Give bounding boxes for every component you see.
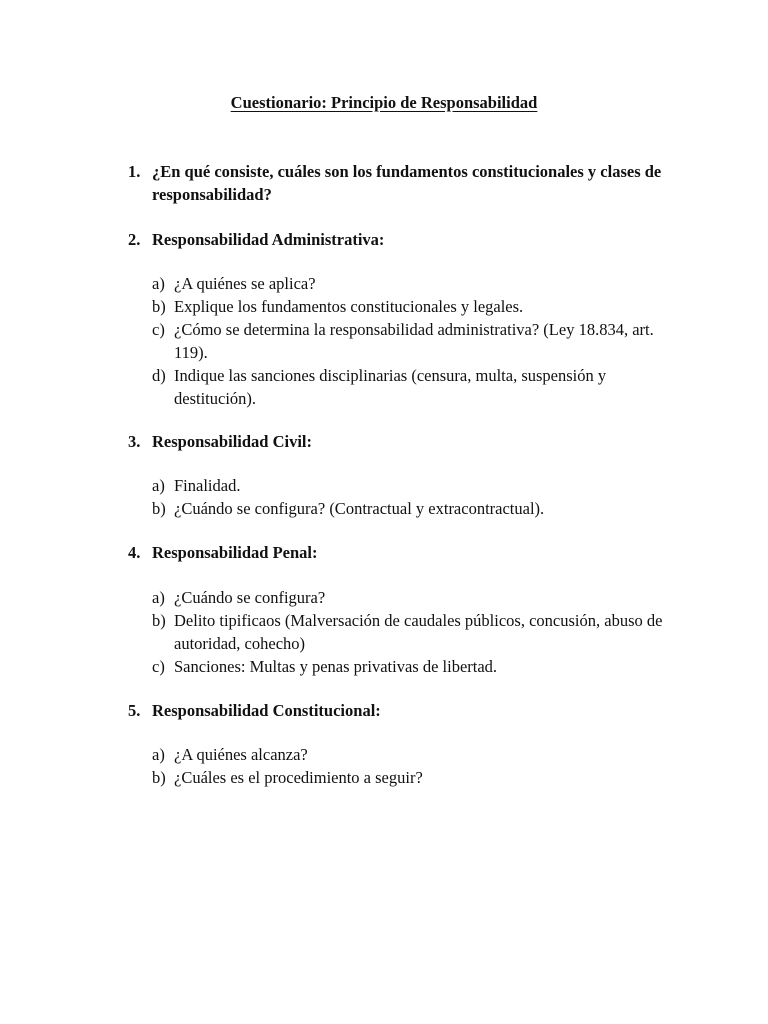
item-letter: b) bbox=[152, 297, 166, 316]
question-2-subitems bbox=[152, 272, 672, 410]
item-text: ¿Cómo se determina la responsabilidad administrativa? (Ley 18.834, art. 119). bbox=[174, 320, 654, 362]
list-item bbox=[152, 655, 672, 678]
question-1 bbox=[128, 160, 668, 206]
question-number: 1. bbox=[128, 162, 141, 181]
item-text: Sanciones: Multas y penas privativas de libertad. bbox=[174, 657, 498, 676]
item-letter: c) bbox=[152, 320, 165, 339]
question-text: Responsabilidad Administrativa: bbox=[152, 230, 385, 249]
item-letter: a) bbox=[152, 745, 165, 764]
item-text: ¿Cuándo se configura? bbox=[174, 588, 326, 607]
item-letter: d) bbox=[152, 366, 166, 385]
item-letter: a) bbox=[152, 476, 165, 495]
item-letter: c) bbox=[152, 657, 165, 676]
question-number: 5. bbox=[128, 701, 141, 720]
item-text: Delito tipificaos (Malversación de caudales públicos, concusión, abuso de autoridad, cohecho) bbox=[174, 611, 663, 653]
item-letter: b) bbox=[152, 768, 166, 787]
question-text: ¿En qué consiste, cuáles son los fundamentos constitucionales y clases de responsabilidad? bbox=[152, 162, 662, 204]
item-text: ¿Cuáles es el procedimiento a seguir? bbox=[174, 768, 423, 787]
item-letter: b) bbox=[152, 611, 166, 630]
question-number: 2. bbox=[128, 230, 141, 249]
question-2 bbox=[128, 228, 668, 251]
document-title: Cuestionario: Principio de Responsabilidad bbox=[230, 93, 538, 112]
list-item bbox=[152, 497, 672, 520]
question-3 bbox=[128, 430, 668, 453]
item-text: Explique los fundamentos constitucionales y legales. bbox=[174, 297, 524, 316]
list-item bbox=[152, 586, 672, 609]
item-letter: b) bbox=[152, 499, 166, 518]
question-text: Responsabilidad Penal: bbox=[152, 543, 318, 562]
item-text: ¿A quiénes se aplica? bbox=[174, 274, 316, 293]
list-item bbox=[152, 609, 672, 655]
question-number: 3. bbox=[128, 432, 141, 451]
list-item bbox=[152, 364, 672, 410]
question-text: Responsabilidad Constitucional: bbox=[152, 701, 381, 720]
question-4 bbox=[128, 541, 668, 564]
item-text: ¿A quiénes alcanza? bbox=[174, 745, 308, 764]
item-text: Indique las sanciones disciplinarias (censura, multa, suspensión y destitución). bbox=[174, 366, 607, 408]
list-item bbox=[152, 272, 672, 295]
list-item bbox=[152, 474, 672, 497]
list-item bbox=[152, 295, 672, 318]
list-item bbox=[152, 743, 672, 766]
item-text: ¿Cuándo se configura? (Contractual y extracontractual). bbox=[174, 499, 545, 518]
list-item bbox=[152, 766, 672, 789]
item-letter: a) bbox=[152, 588, 165, 607]
question-5-subitems bbox=[152, 743, 672, 789]
question-3-subitems bbox=[152, 474, 672, 520]
question-5 bbox=[128, 699, 668, 722]
item-letter: a) bbox=[152, 274, 165, 293]
item-text: Finalidad. bbox=[174, 476, 241, 495]
question-4-subitems bbox=[152, 586, 672, 678]
question-text: Responsabilidad Civil: bbox=[152, 432, 313, 451]
list-item bbox=[152, 318, 672, 364]
question-number: 4. bbox=[128, 543, 141, 562]
